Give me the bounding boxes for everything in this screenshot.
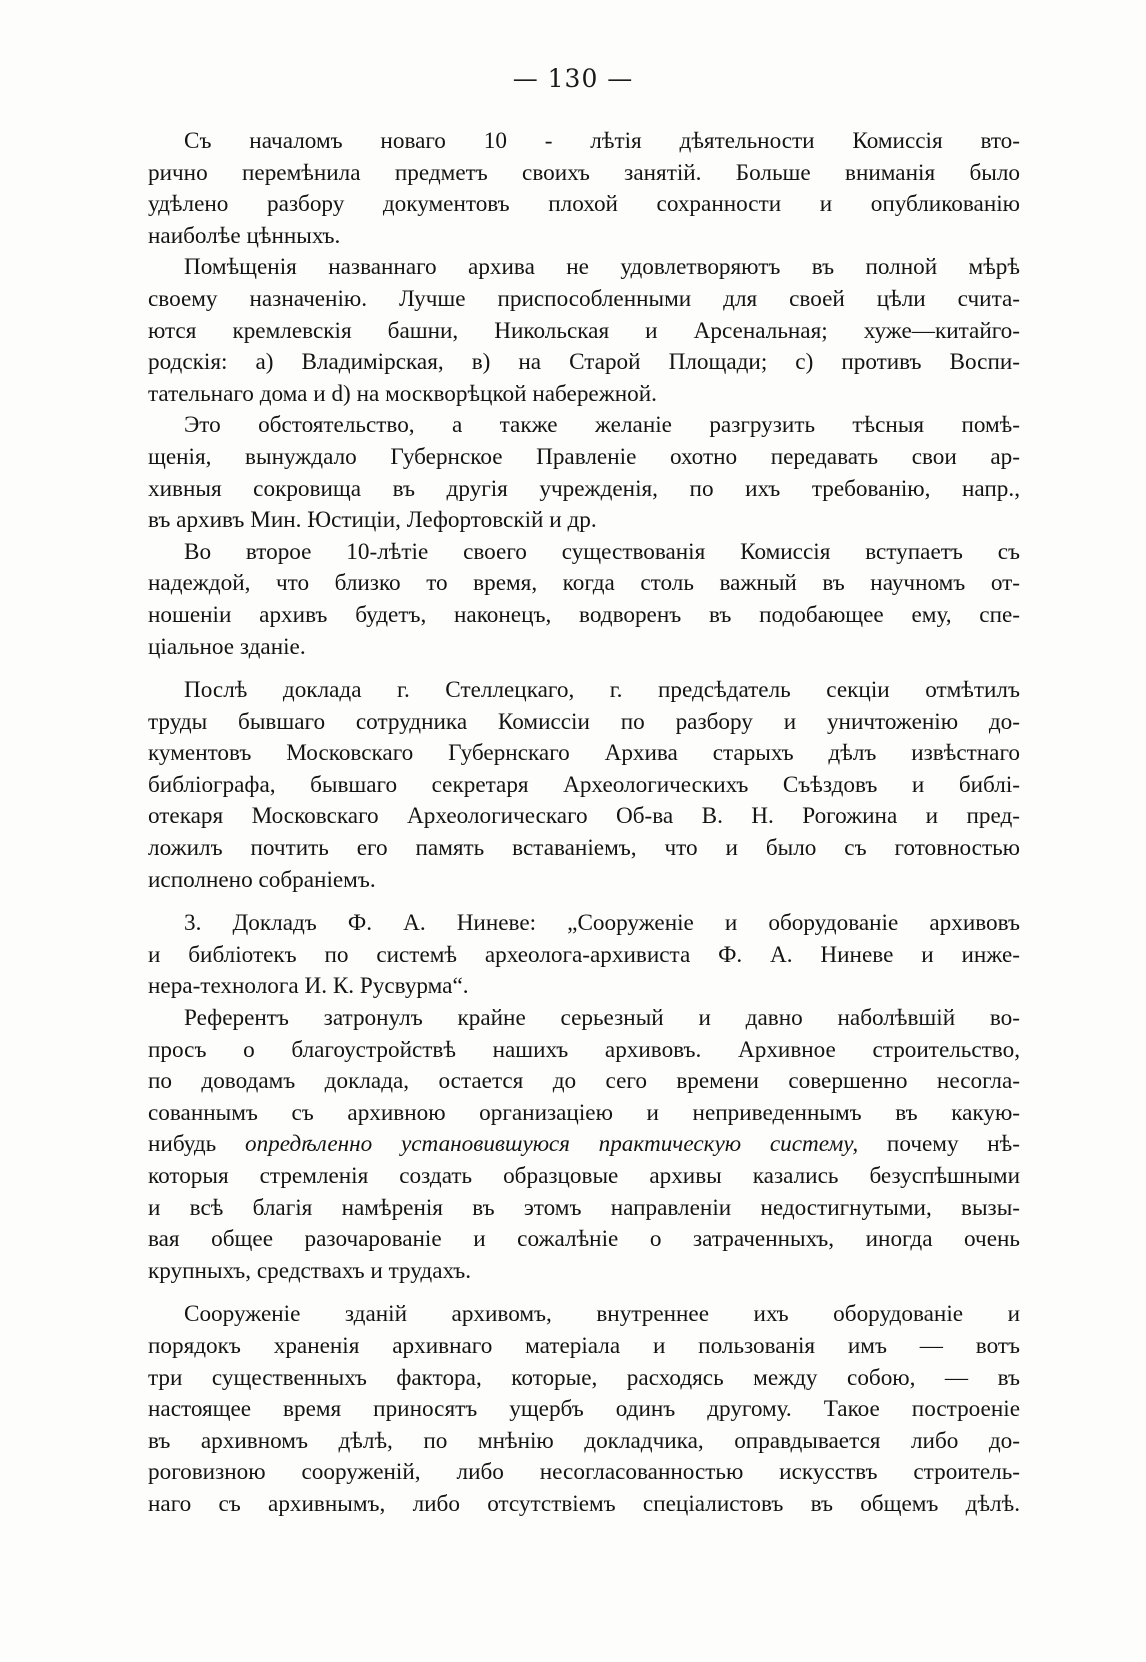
text-line: хивныя сокровища въ другія учрежденія, по ихъ требованію, напр.,	[148, 475, 1020, 502]
text-line: рично перемѣнила предметъ своихъ занятій. Больше вниманія было	[148, 159, 1020, 186]
body-text	[148, 126, 1020, 1521]
text-line: Помѣщенія названнаго архива не удовлетворяютъ въ полной мѣрѣ	[184, 254, 1020, 281]
text-line: исполнено собраніемъ.	[148, 866, 376, 893]
text-line: настоящее время приносятъ ущербъ одинъ другому. Такое построеніе	[148, 1396, 1020, 1423]
text-line: просъ о благоустройствѣ нашихъ архивовъ. Архивное строительство,	[148, 1036, 1020, 1063]
paragraph-referent-summary	[148, 1003, 1020, 1287]
text-line: которыя стремленія создать образцовые архивы казались безуспѣшными	[148, 1163, 1020, 1189]
text-line: порядокъ храненія архивнаго матеріала и пользованія имъ — вотъ	[148, 1332, 1020, 1359]
text-line: три существенныхъ фактора, которые, расходясь между собою, — въ	[148, 1364, 1020, 1391]
text-line: Это обстоятельство, а также желаніе разгрузить тѣсныя помѣ-	[184, 412, 1020, 439]
text-line: надеждой, что близко то время, когда столь важный въ научномъ от-	[148, 570, 1020, 597]
text-line: отекаря Московскаго Археологическаго Об-ва В. Н. Рогожина и пред-	[148, 803, 1020, 830]
text-line: библіографа, бывшаго секретаря Археологическихъ Съѣздовъ и библі-	[148, 771, 1020, 798]
text-line: вая общее разочарованіе и сожалѣніе о затраченныхъ, иногда очень	[148, 1226, 1020, 1253]
text-line: сованнымъ съ архивною организаціею и неприведеннымъ въ какую-	[148, 1099, 1020, 1126]
paragraph-gap	[148, 896, 1020, 908]
text-line: ложилъ почтить его память вставаніемъ, что и было съ готовностью	[148, 835, 1020, 862]
text-line: удѣлено разбору документовъ плохой сохранности и опубликованію	[148, 191, 1020, 218]
text-line: своему назначенію. Лучше приспособленными для своей цѣли счита-	[148, 285, 1020, 312]
text-line: труды бывшаго сотрудника Комиссіи по разбору и уничтоженію до-	[148, 708, 1020, 735]
text-line: роговизною сооруженій, либо несогласованностью искусствъ строитель-	[148, 1459, 1020, 1486]
page-number: — 130 —	[512, 64, 634, 93]
paragraph-transfer-of-archives	[148, 410, 1020, 536]
text-line: Съ началомъ новаго 10 - лѣтія дѣятельности Комиссія вто-	[184, 128, 1020, 154]
paragraph-archive-premises	[148, 252, 1020, 410]
text-line-with-italic	[148, 1129, 1020, 1161]
text-line: кументовъ Московскаго Губернскаго Архива старыхъ дѣлъ извѣстнаго	[148, 740, 1020, 767]
text-line: по доводамъ доклада, остается до сего времени совершенно несогла-	[148, 1068, 1020, 1095]
text-line: ношеніи архивъ будетъ, наконецъ, водворенъ въ подобающее ему, спе-	[148, 601, 1020, 628]
text-line: щенія, вынуждало Губернское Правленіе охотно передавать свои ар-	[148, 443, 1020, 470]
italic-emphasis: опредѣленно установившуюся практическую систему,	[244, 1131, 859, 1158]
paragraph-rogozhin-memorial	[148, 675, 1020, 896]
paragraph-three-factors	[148, 1299, 1020, 1520]
text-line: наиболѣе цѣнныхъ.	[148, 222, 341, 249]
text-line: Во второе 10-лѣтіе своего существованія Комиссія вступаетъ съ	[184, 538, 1020, 565]
text-line: въ архивномъ дѣлѣ, по мнѣнію докладчика, оправдывается либо до-	[148, 1427, 1020, 1454]
text-line: тательнаго дома и d) на москворѣцкой набережной.	[148, 380, 657, 407]
text-line: 3. Докладъ Ф. А. Ниневе: „Сооруженіе и оборудованіе архивовъ	[184, 910, 1020, 937]
text-line: нера-технолога И. К. Русвурма“.	[148, 973, 469, 1000]
text-span: почему нѣ-	[858, 1131, 1020, 1158]
text-line: крупныхъ, средствахъ и трудахъ.	[148, 1257, 471, 1284]
paragraph-report-nineve-title	[148, 908, 1020, 1003]
text-line: Послѣ доклада г. Стеллецкаго, г. предсѣдатель секціи отмѣтилъ	[184, 677, 1020, 704]
text-line: ціальное зданіе.	[148, 633, 306, 660]
text-line: родскія: а) Владимірская, в) на Старой Площади; с) противъ Воспи-	[148, 349, 1020, 376]
paragraph-gap	[148, 663, 1020, 675]
paragraph-commission-new-decade	[148, 126, 1020, 252]
text-line: и всѣ благія намѣренія въ этомъ направленіи недостигнутыми, вызы-	[148, 1194, 1020, 1221]
paragraph-second-decade	[148, 537, 1020, 663]
text-line: наго съ архивнымъ, либо отсутствіемъ спеціалистовъ въ общемъ дѣлѣ.	[148, 1490, 1020, 1517]
text-line: ются кремлевскія башни, Никольская и Арсенальная; хуже—китайго-	[148, 317, 1020, 344]
text-line: въ архивъ Мин. Юстиціи, Лефортовскій и др.	[148, 507, 597, 534]
text-line: Референтъ затронулъ крайне серьезный и давно наболѣвшій во-	[184, 1005, 1020, 1032]
paragraph-gap	[148, 1287, 1020, 1299]
text-line: Сооруженіе зданій архивомъ, внутреннее ихъ оборудованіе и	[184, 1301, 1020, 1328]
text-line: и библіотекъ по системѣ археолога-архивиста Ф. А. Ниневе и инже-	[148, 941, 1020, 968]
text-span: нибудь	[148, 1131, 245, 1158]
